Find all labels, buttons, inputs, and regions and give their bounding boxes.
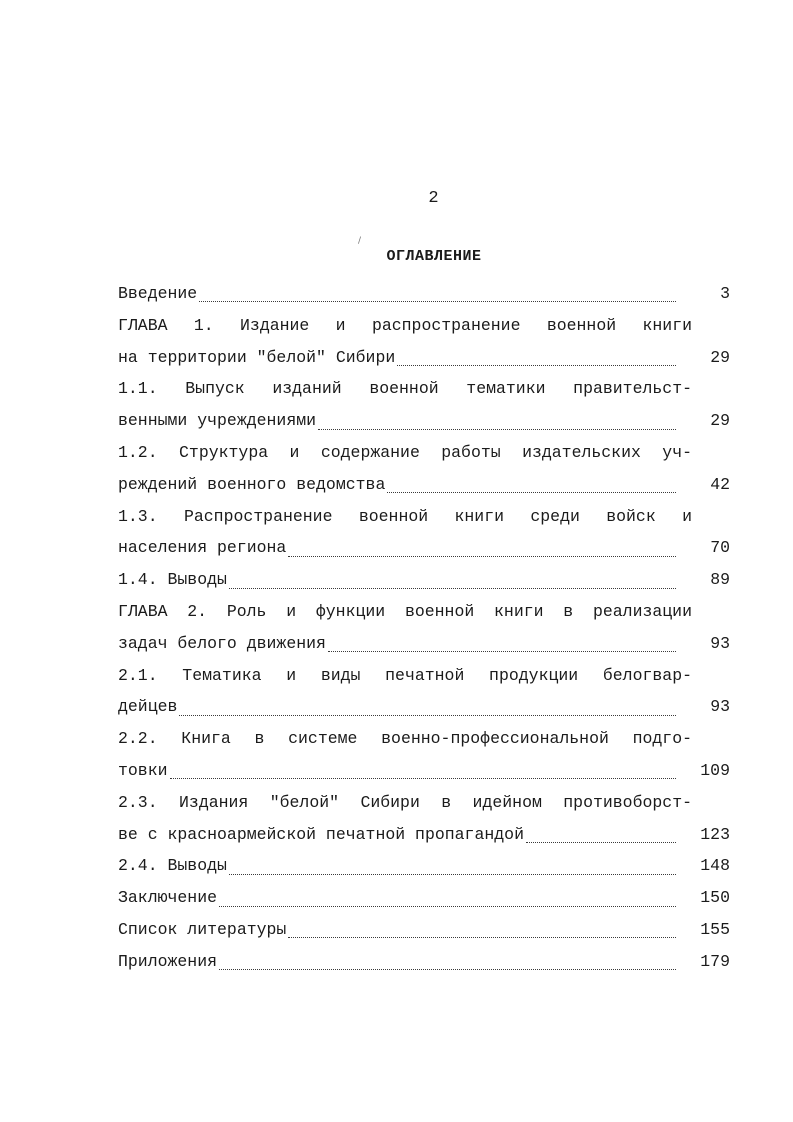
dot-leader (288, 556, 676, 557)
toc-page-number: 179 (700, 951, 730, 971)
toc-entry-line: 2.1. Тематика и виды печатной продукции белогвар- (118, 665, 692, 685)
toc-page-number: 29 (710, 411, 730, 431)
toc-page-number: 150 (700, 888, 730, 908)
scan-mark: / (358, 236, 362, 246)
toc-entry-line: 1.2. Структура и содержание работы издательских уч- (118, 442, 692, 462)
toc-entry (118, 787, 730, 851)
dot-leader (219, 969, 676, 970)
toc-entry-last-line (118, 405, 730, 437)
toc-entry (118, 723, 730, 787)
dot-leader (387, 492, 676, 493)
toc-entry (118, 914, 730, 946)
toc-entry-last-line (118, 469, 730, 501)
dot-leader (199, 301, 676, 302)
toc-entry-text: Список литературы (118, 919, 287, 939)
dot-leader (318, 429, 676, 430)
toc-entry (118, 596, 730, 660)
toc-entry (118, 850, 730, 882)
toc-entry-text: дейцев (118, 697, 178, 717)
toc-entry (118, 278, 730, 310)
toc-entry-last-line (118, 914, 730, 946)
toc-entry-text: реждений военного ведомства (118, 474, 386, 494)
toc-page-number: 93 (710, 697, 730, 717)
dot-leader (170, 778, 676, 779)
dot-leader (526, 842, 676, 843)
toc-entry-line: ГЛАВА 1. Издание и распространение военной книги (118, 315, 692, 335)
toc-entry (118, 501, 730, 565)
toc-entry-last-line (118, 755, 730, 787)
toc-entry-last-line (118, 882, 730, 914)
toc-page-number: 109 (700, 760, 730, 780)
toc-page-number: 3 (720, 284, 730, 303)
toc-entry-text: Введение (118, 284, 198, 303)
toc-entry-text: 2.4. Выводы (118, 856, 227, 876)
toc-entry-line: 2.3. Издания "белой" Сибири в идейном противоборст- (118, 792, 692, 812)
table-of-contents (118, 278, 730, 978)
dot-leader (229, 588, 676, 589)
dot-leader (328, 651, 676, 652)
toc-title: ОГЛАВЛЕНИЕ (386, 248, 482, 265)
dot-leader (397, 365, 676, 366)
toc-entry (118, 437, 730, 501)
toc-entry-text: Приложения (118, 951, 218, 971)
dot-leader (179, 715, 676, 716)
toc-entry-last-line (118, 564, 730, 596)
toc-entry (118, 310, 730, 374)
toc-page-number: 70 (710, 538, 730, 558)
toc-entry-text: задач белого движения (118, 633, 326, 653)
toc-entry (118, 946, 730, 978)
toc-entry (118, 373, 730, 437)
toc-entry-last-line (118, 946, 730, 978)
toc-page-number: 155 (700, 919, 730, 939)
dot-leader (219, 906, 676, 907)
toc-entry-text: венными учреждениями (118, 411, 317, 431)
toc-entry (118, 660, 730, 724)
toc-page-number: 93 (710, 633, 730, 653)
dot-leader (229, 874, 676, 875)
toc-entry-line: ГЛАВА 2. Роль и функции военной книги в реализации (118, 601, 692, 621)
toc-entry-last-line (118, 278, 730, 310)
toc-page-number: 42 (710, 474, 730, 494)
toc-entry (118, 564, 730, 596)
toc-page-number: 148 (700, 856, 730, 876)
toc-entry-text: населения региона (118, 538, 287, 558)
toc-entry-text: ве с красноармейской печатной пропагандой (118, 824, 524, 844)
dot-leader (288, 937, 676, 938)
toc-entry-line: 1.1. Выпуск изданий военной тематики правительст- (118, 379, 692, 399)
toc-entry-last-line (118, 850, 730, 882)
toc-page-number: 123 (700, 824, 730, 844)
toc-page-number: 89 (710, 570, 730, 590)
toc-entry-last-line (118, 532, 730, 564)
toc-entry-last-line (118, 628, 730, 660)
toc-entry-line: 1.3. Распространение военной книги среди войск и (118, 506, 692, 526)
toc-entry-text: товки (118, 760, 168, 780)
toc-entry-line: 2.2. Книга в системе военно-профессиональной подго- (118, 729, 692, 749)
toc-entry-text: Заключение (118, 888, 218, 908)
toc-entry-text: на территории "белой" Сибири (118, 347, 396, 367)
toc-entry (118, 882, 730, 914)
toc-entry-last-line (118, 819, 730, 851)
page-number: 2 (428, 189, 440, 208)
toc-page-number: 29 (710, 347, 730, 367)
toc-entry-last-line (118, 342, 730, 374)
toc-entry-last-line (118, 691, 730, 723)
toc-entry-text: 1.4. Выводы (118, 570, 227, 590)
